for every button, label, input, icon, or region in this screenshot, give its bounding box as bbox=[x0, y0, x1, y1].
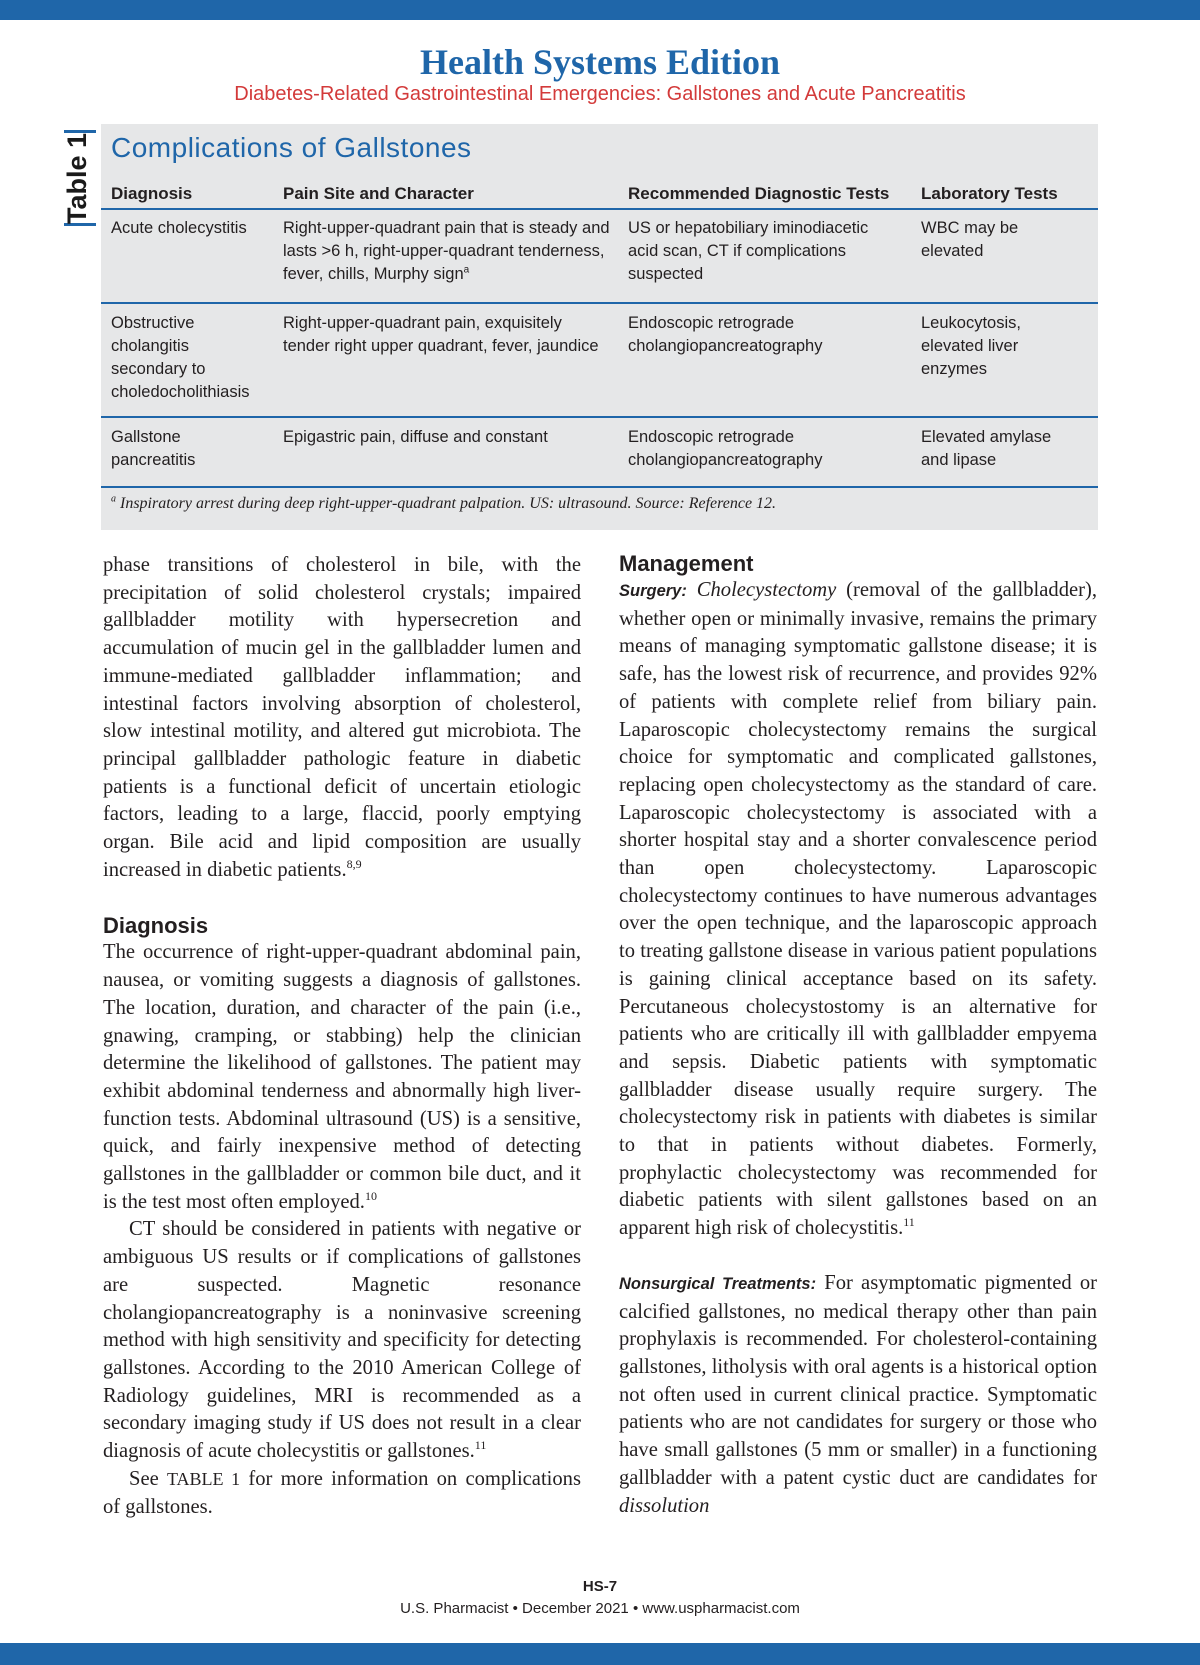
table-rule bbox=[101, 208, 1098, 210]
citation: 8,9 bbox=[346, 856, 362, 871]
table-cell-diagnosis: Obstructive cholangitis secondary to choledocholithiasis bbox=[111, 314, 250, 401]
table-cell-pain bbox=[283, 217, 613, 286]
right-column bbox=[619, 550, 1097, 1520]
table-title: Complications of Gallstones bbox=[111, 132, 472, 163]
table-rule bbox=[101, 486, 1098, 488]
table-header-labs: Laboratory Tests bbox=[921, 184, 1058, 203]
citation: 11 bbox=[474, 1438, 487, 1453]
table-complications bbox=[101, 124, 1098, 530]
edition-title: Health Systems Edition bbox=[419, 42, 781, 82]
paragraph-text: phase transitions of cholesterol in bile, with the precipitation of solid cholesterol crystals; impaired gallbladder motility with hypersecretion and accumulation of mucin gel in the gallbladder lumen and immune-mediated gallbladder inflammation; and intestinal factors involving absorption of cholesterol, slow intestinal motility, and altered gut microbiota. The principal gallbladder pathologic feature in diabetic patients is a functional deficit of uncertain etiologic factors, leading to a large, flaccid, poorly emptying organ. Bile acid and lipid composition are usually increased in diabetic patients. bbox=[103, 554, 581, 881]
table-cell-diagnosis: Gallstone pancreatitis bbox=[111, 428, 196, 469]
table-label: Table 1 bbox=[62, 132, 93, 224]
subsection-lead-surgery: Surgery: bbox=[619, 582, 687, 600]
paragraph-text: The occurrence of right-upper-quadrant abdominal pain, nausea, or vomiting suggests a diagnosis of gallstones. The location, duration, and character of the pain (i.e., gnawing, cramping, or stabbing) help the clinician determine the likelihood of gallstones. The patient may exhibit abdominal tenderness and abnormally high liver-function tests. Abdominal ultrasound (US) is a sensitive, quick, and fairly inexpensive method of detecting gallstones in the gallbladder or common bile duct, and it is the test most often employed. bbox=[103, 941, 581, 1213]
footnote-marker: a bbox=[111, 493, 116, 505]
table-cell-labs: WBC may be elevated bbox=[921, 219, 1019, 260]
citation: 10 bbox=[364, 1188, 377, 1203]
footer-credit: U.S. Pharmacist • December 2021 • www.uspharmacist.com bbox=[400, 1600, 800, 1617]
table-cell-pain: Right-upper-quadrant pain, exquisitely tender right upper quadrant, fever, jaundice bbox=[283, 314, 599, 355]
left-column bbox=[103, 552, 581, 1521]
term-cholecystectomy: Cholecystectomy bbox=[696, 579, 837, 601]
bottom-color-bar bbox=[0, 1643, 1200, 1665]
table-cell-labs: Elevated amylase and lipase bbox=[921, 428, 1052, 469]
table-header-tests: Recommended Diagnostic Tests bbox=[628, 184, 890, 203]
body-paragraph bbox=[103, 552, 581, 884]
table-reference: TABLE 1 bbox=[166, 1468, 241, 1489]
table-cell-diagnosis: Acute cholecystitis bbox=[111, 219, 247, 237]
paragraph-text: (removal of the gallbladder), whether open or minimally invasive, remains the primary means of managing symptomatic gallstone disease; it is safe, has the lowest risk of recurrence, and provides 92% of patients with complete relief from biliary pain. Laparoscopic cholecystectomy remains the surgical choice for symptomatic and complicated gallstones, replacing open cholecystectomy as the standard of care. Laparoscopic cholecystectomy is associated with a shorter hospital stay and a shorter convalescence period than open cholecystectomy. Laparoscopic cholecystectomy continues to have numerous advantages over the open technique, and the laparoscopic approach to treating gallstone disease in various patient populations is gaining clinical acceptance based on its safety. Percutaneous cholecystostomy is an alternative for patients who are critically ill with gallbladder empyema and sepsis. Diabetic patients with symptomatic gallbladder disease usually require surgery. The cholecystectomy risk in patients with diabetes is similar to that in patients without diabetes. Formerly, prophylactic cholecystectomy was recommended for diabetic patients with silent gallstones based on an apparent high risk of cholecystitis. bbox=[619, 579, 1098, 1240]
subsection-lead-nonsurgical: Nonsurgical Treatments: bbox=[619, 1274, 817, 1293]
table-cell-tests: US or hepatobiliary iminodiacetic acid scan, CT if complications suspected bbox=[628, 219, 869, 283]
citation: 11 bbox=[903, 1215, 915, 1230]
footnote-text: Inspiratory arrest during deep right-upper-quadrant palpation. US: ultrasound. Source: Reference 12. bbox=[120, 495, 777, 512]
table-footnote bbox=[111, 495, 776, 513]
table-header-pain: Pain Site and Character bbox=[283, 184, 474, 203]
top-color-bar bbox=[0, 0, 1200, 20]
table-header-diagnosis: Diagnosis bbox=[111, 184, 193, 203]
table-rule bbox=[101, 416, 1098, 418]
paragraph-text: for more information on complications of gallstones. bbox=[103, 1467, 581, 1518]
article-subtitle: Diabetes-Related Gastrointestinal Emergencies: Gallstones and Acute Pancreatitis bbox=[234, 83, 966, 105]
paragraph-text: For asymptomatic pigmented or calcified gallstones, no medical therapy other than pain prophylaxis is recommended. For cholesterol-containing gallstones, litholysis with oral agents is a historical option not often used in current clinical practice. Symptomatic patients who are not candidates for surgery or those who have small gallstones (5 mm or smaller) in a functioning gallbladder with a patent cystic duct are candidates for bbox=[619, 1271, 1098, 1489]
table-cell-labs: Leukocytosis, elevated liver enzymes bbox=[921, 314, 1021, 378]
section-heading-management: Management bbox=[619, 551, 754, 576]
table-cell-tests: Endoscopic retrograde cholangiopancreatography bbox=[628, 428, 823, 469]
term-dissolution: dissolution bbox=[619, 1494, 710, 1517]
page-number: HS-7 bbox=[582, 1578, 618, 1595]
body-paragraph bbox=[103, 1216, 581, 1465]
paragraph-text: CT should be considered in patients with negative or ambiguous US results or if complications of gallstones are suspected. Magnetic resonance cholangiopancreatography is a noninvasive screening method with high sensitivity and specificity for detecting gallstones. According to the 2010 American College of Radiology guidelines, MRI is recommended as a secondary imaging study if US does not result in a clear diagnosis of acute cholecystitis or gallstones. bbox=[103, 1218, 581, 1463]
table-rule bbox=[101, 302, 1098, 304]
body-paragraph bbox=[103, 1466, 581, 1521]
table-cell-pain-text: Right-upper-quadrant pain that is steady and lasts >6 h, right-upper-quadrant tenderness, fever, chills, Murphy sign bbox=[283, 219, 610, 283]
body-paragraph bbox=[619, 1270, 1097, 1520]
table-cell-tests: Endoscopic retrograde cholangiopancreatography bbox=[628, 314, 823, 355]
body-paragraph bbox=[103, 939, 581, 1216]
body-paragraph bbox=[619, 577, 1097, 1243]
table-cell-pain: Epigastric pain, diffuse and constant bbox=[283, 428, 548, 446]
table-label-box bbox=[59, 133, 97, 223]
footnote-marker: a bbox=[463, 264, 470, 276]
section-heading-diagnosis: Diagnosis bbox=[103, 913, 209, 939]
paragraph-text: See bbox=[129, 1467, 159, 1490]
